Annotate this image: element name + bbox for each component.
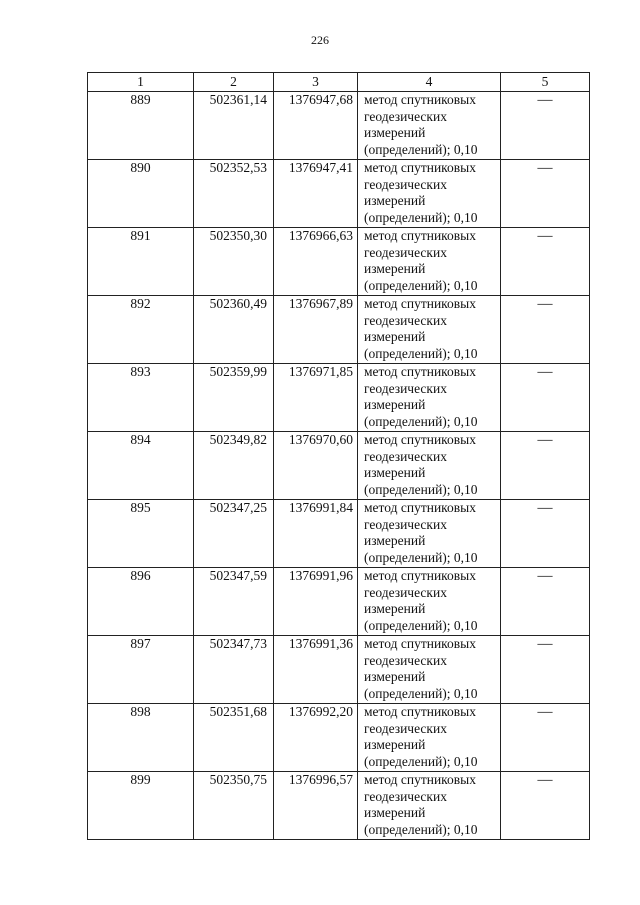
method-cell: метод спутниковых геодезических измерений (определений); 0,10 [358, 228, 501, 296]
method-cell: метод спутниковых геодезических измерений (определений); 0,10 [358, 636, 501, 704]
x-coordinate-cell: 502347,25 [194, 500, 274, 568]
x-coordinate-cell: 502347,59 [194, 568, 274, 636]
dash-mark: — [537, 500, 553, 516]
method-cell: метод спутниковых геодезических измерений (определений); 0,10 [358, 500, 501, 568]
note-cell [501, 432, 590, 500]
method-cell: метод спутниковых геодезических измерений (определений); 0,10 [358, 364, 501, 432]
column-header: 4 [358, 73, 501, 92]
x-coordinate-cell: 502349,82 [194, 432, 274, 500]
note-cell [501, 568, 590, 636]
x-coordinate-cell: 502350,30 [194, 228, 274, 296]
dash-mark: — [537, 432, 553, 448]
method-cell: метод спутниковых геодезических измерений (определений); 0,10 [358, 432, 501, 500]
method-cell: метод спутниковых геодезических измерений (определений); 0,10 [358, 568, 501, 636]
note-cell [501, 500, 590, 568]
method-cell: метод спутниковых геодезических измерений (определений); 0,10 [358, 772, 501, 840]
column-header: 1 [88, 73, 194, 92]
x-coordinate-cell: 502361,14 [194, 92, 274, 160]
column-header: 5 [501, 73, 590, 92]
method-cell: метод спутниковых геодезических измерений (определений); 0,10 [358, 704, 501, 772]
column-header: 3 [274, 73, 358, 92]
note-cell [501, 228, 590, 296]
table-row [88, 500, 590, 568]
coordinates-table [87, 72, 590, 840]
x-coordinate-cell: 502360,49 [194, 296, 274, 364]
y-coordinate-cell: 1376967,89 [274, 296, 358, 364]
method-cell: метод спутниковых геодезических измерений (определений); 0,10 [358, 160, 501, 228]
table-row [88, 228, 590, 296]
note-cell [501, 364, 590, 432]
y-coordinate-cell: 1376970,60 [274, 432, 358, 500]
y-coordinate-cell: 1376971,85 [274, 364, 358, 432]
dash-mark: — [537, 228, 553, 244]
x-coordinate-cell: 502347,73 [194, 636, 274, 704]
table-row [88, 160, 590, 228]
table-row [88, 636, 590, 704]
dash-mark: — [537, 92, 553, 108]
dash-mark: — [537, 568, 553, 584]
y-coordinate-cell: 1376991,96 [274, 568, 358, 636]
page-number: 226 [311, 33, 329, 47]
note-cell [501, 296, 590, 364]
note-cell [501, 704, 590, 772]
table-row [88, 296, 590, 364]
dash-mark: — [537, 160, 553, 176]
point-number-cell: 889 [88, 92, 194, 160]
dash-mark: — [537, 364, 553, 380]
table-row [88, 92, 590, 160]
table-row [88, 432, 590, 500]
point-number-cell: 894 [88, 432, 194, 500]
note-cell [501, 92, 590, 160]
point-number-cell: 891 [88, 228, 194, 296]
point-number-cell: 895 [88, 500, 194, 568]
dash-mark: — [537, 772, 553, 788]
x-coordinate-cell: 502359,99 [194, 364, 274, 432]
note-cell [501, 160, 590, 228]
y-coordinate-cell: 1376996,57 [274, 772, 358, 840]
point-number-cell: 898 [88, 704, 194, 772]
point-number-cell: 892 [88, 296, 194, 364]
y-coordinate-cell: 1376947,68 [274, 92, 358, 160]
method-cell: метод спутниковых геодезических измерений (определений); 0,10 [358, 296, 501, 364]
point-number-cell: 899 [88, 772, 194, 840]
point-number-cell: 890 [88, 160, 194, 228]
table-row [88, 772, 590, 840]
table-header-row [88, 73, 590, 92]
x-coordinate-cell: 502352,53 [194, 160, 274, 228]
point-number-cell: 896 [88, 568, 194, 636]
y-coordinate-cell: 1376991,84 [274, 500, 358, 568]
table-row [88, 568, 590, 636]
note-cell [501, 636, 590, 704]
method-cell: метод спутниковых геодезических измерений (определений); 0,10 [358, 92, 501, 160]
point-number-cell: 897 [88, 636, 194, 704]
y-coordinate-cell: 1376992,20 [274, 704, 358, 772]
note-cell [501, 772, 590, 840]
dash-mark: — [537, 704, 553, 720]
x-coordinate-cell: 502350,75 [194, 772, 274, 840]
y-coordinate-cell: 1376947,41 [274, 160, 358, 228]
y-coordinate-cell: 1376966,63 [274, 228, 358, 296]
point-number-cell: 893 [88, 364, 194, 432]
x-coordinate-cell: 502351,68 [194, 704, 274, 772]
dash-mark: — [537, 636, 553, 652]
dash-mark: — [537, 296, 553, 312]
column-header: 2 [194, 73, 274, 92]
y-coordinate-cell: 1376991,36 [274, 636, 358, 704]
table-row [88, 364, 590, 432]
table-row [88, 704, 590, 772]
